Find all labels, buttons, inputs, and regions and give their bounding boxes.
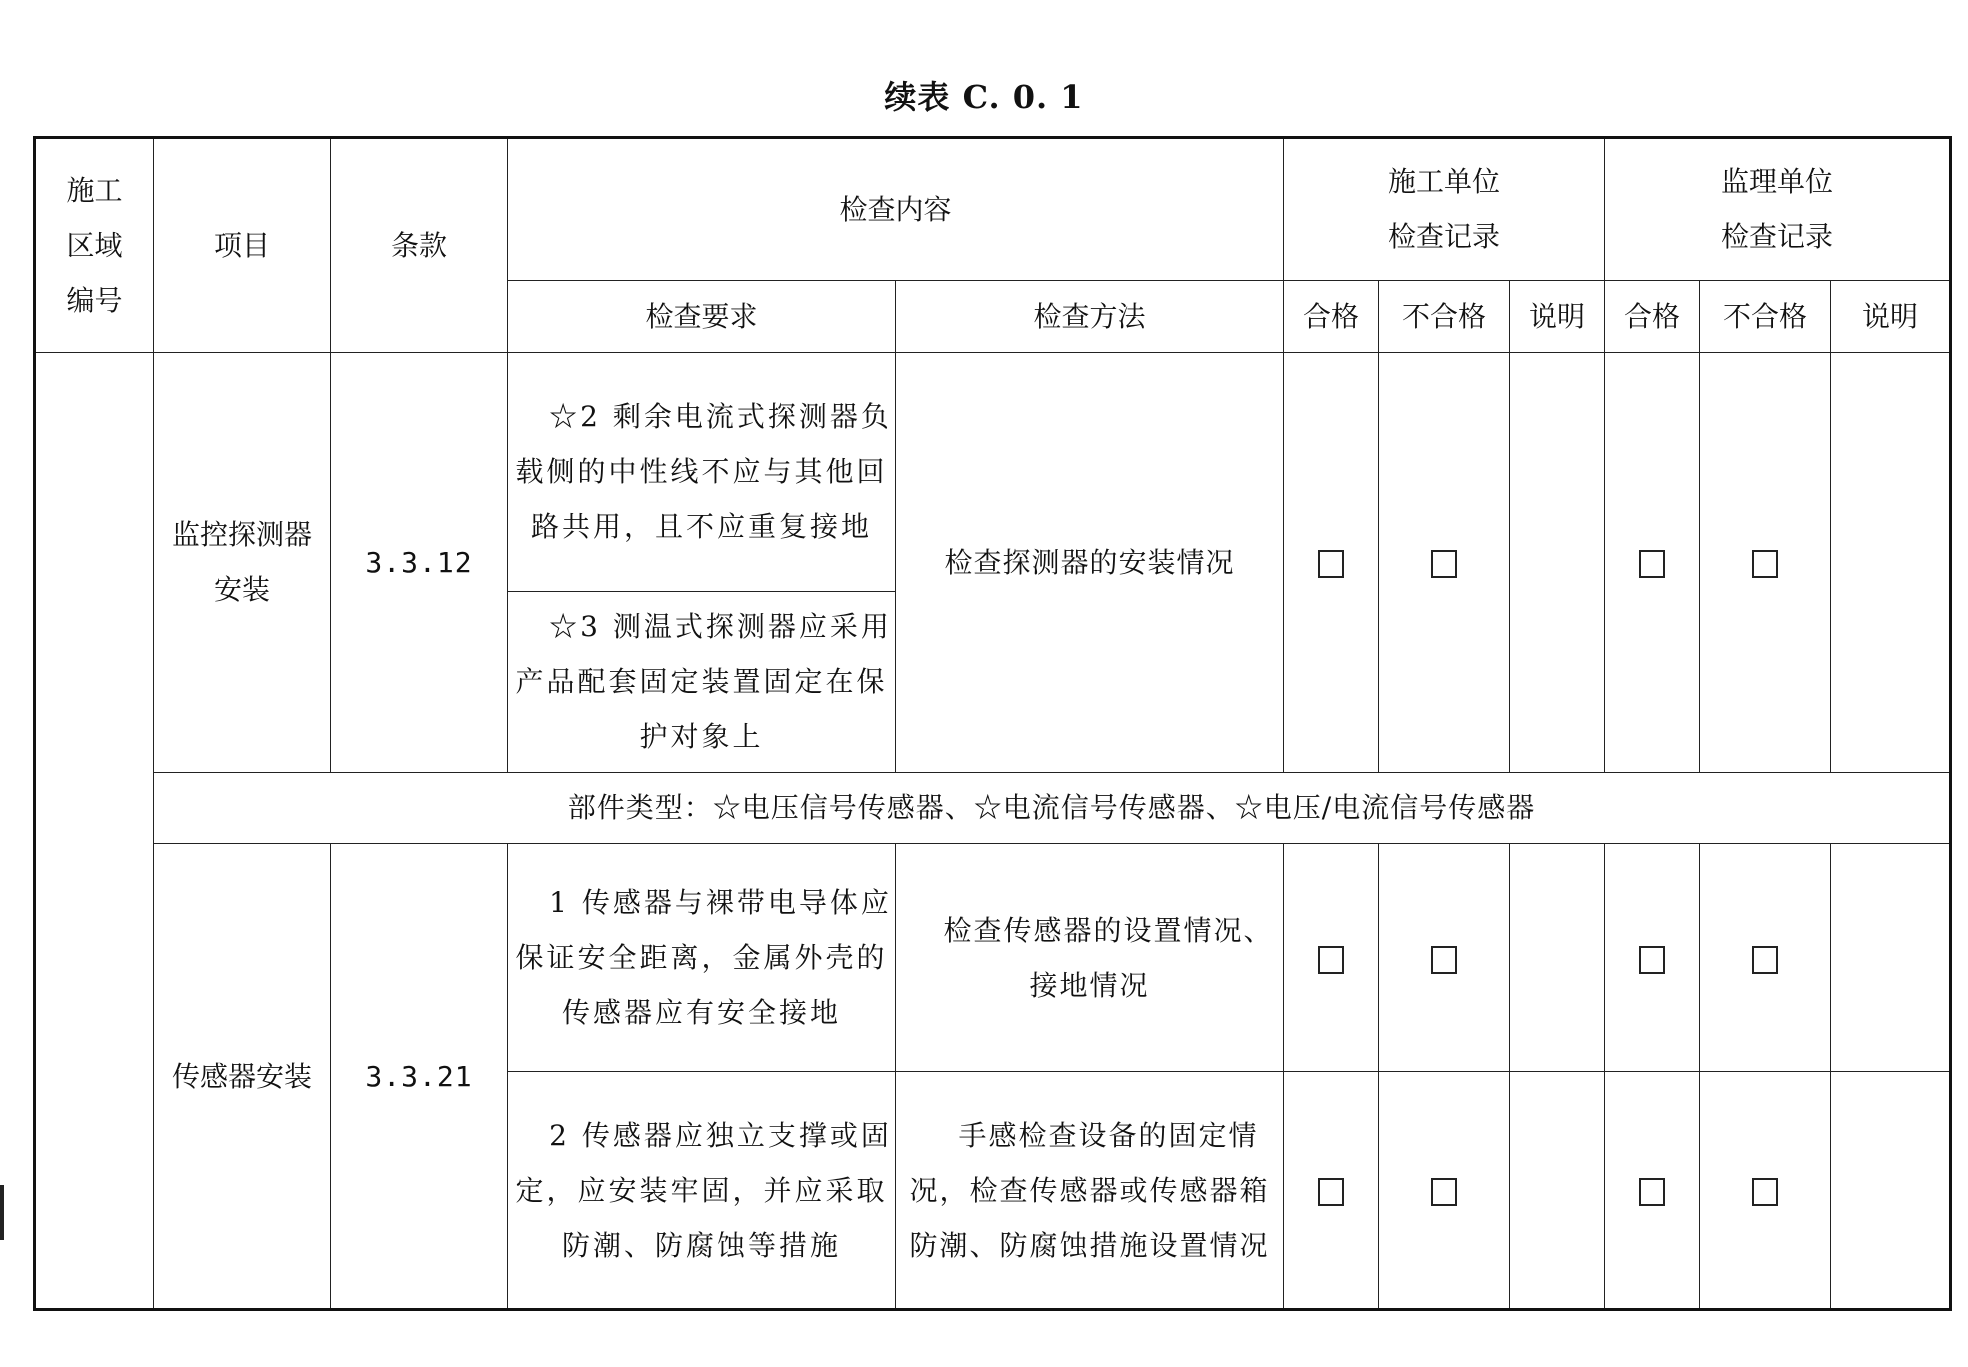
- header-supervisor-pass: 合格: [1605, 280, 1700, 352]
- header-content: 检查内容: [508, 138, 1284, 281]
- header-clause: 条款: [331, 138, 508, 353]
- contractor-note-cell[interactable]: [1510, 844, 1605, 1072]
- contractor-note-cell[interactable]: [1510, 352, 1605, 772]
- header-contractor-note: 说明: [1510, 280, 1605, 352]
- header-contractor-pass: 合格: [1284, 280, 1379, 352]
- pass-checkbox[interactable]: [1318, 1178, 1344, 1206]
- supervisor-note-cell[interactable]: [1831, 844, 1951, 1072]
- header-item: 项目: [154, 138, 331, 353]
- supervisor-fail-cell: [1700, 1072, 1831, 1310]
- supervisor-note-cell[interactable]: [1831, 352, 1951, 772]
- contractor-fail-cell: [1379, 1072, 1510, 1310]
- fail-checkbox[interactable]: [1752, 1178, 1778, 1206]
- supervisor-pass-cell: [1605, 844, 1700, 1072]
- fail-checkbox[interactable]: [1431, 550, 1457, 578]
- requirement-cell: ☆3 测温式探测器应采用产品配套固定装置固定在保护对象上: [508, 592, 896, 772]
- supervisor-fail-cell: [1700, 352, 1831, 772]
- contractor-pass-cell: [1284, 844, 1379, 1072]
- area-cell: [35, 352, 154, 1309]
- pass-checkbox[interactable]: [1639, 946, 1665, 974]
- supervisor-pass-cell: [1605, 1072, 1700, 1310]
- header-contractor-fail: 不合格: [1379, 280, 1510, 352]
- requirement-cell: ☆2 剩余电流式探测器负载侧的中性线不应与其他回路共用，且不应重复接地: [508, 352, 896, 592]
- contractor-fail-cell: [1379, 352, 1510, 772]
- fail-checkbox[interactable]: [1752, 550, 1778, 578]
- fail-checkbox[interactable]: [1431, 946, 1457, 974]
- header-requirement: 检查要求: [508, 280, 896, 352]
- header-area: 施工 区域 编号: [35, 138, 154, 353]
- pass-checkbox[interactable]: [1318, 550, 1344, 578]
- method-cell: 手感检查设备的固定情况，检查传感器或传感器箱防潮、防腐蚀措施设置情况: [896, 1072, 1284, 1310]
- header-supervisor: 监理单位 检查记录: [1605, 138, 1951, 281]
- inspection-table: [33, 136, 1952, 1311]
- method-cell-detector: 检查探测器的安装情况: [896, 352, 1284, 772]
- pass-checkbox[interactable]: [1639, 1178, 1665, 1206]
- supervisor-pass-cell: [1605, 352, 1700, 772]
- pass-checkbox[interactable]: [1318, 946, 1344, 974]
- requirement-cell: 1 传感器与裸带电导体应保证安全距离，金属外壳的传感器应有安全接地: [508, 844, 896, 1072]
- supervisor-note-cell[interactable]: [1831, 1072, 1951, 1310]
- header-supervisor-fail: 不合格: [1700, 280, 1831, 352]
- item-cell-sensor: 传感器安装: [154, 844, 331, 1310]
- contractor-pass-cell: [1284, 1072, 1379, 1310]
- page-title: 续表 C. 0. 1: [884, 78, 1084, 116]
- item-cell-detector: 监控探测器 安装: [154, 352, 331, 772]
- contractor-fail-cell: [1379, 844, 1510, 1072]
- fail-checkbox[interactable]: [1431, 1178, 1457, 1206]
- supervisor-fail-cell: [1700, 844, 1831, 1072]
- clause-cell-detector: 3.3.12: [331, 352, 508, 772]
- pass-checkbox[interactable]: [1639, 550, 1665, 578]
- header-method: 检查方法: [896, 280, 1284, 352]
- header-contractor: 施工单位 检查记录: [1284, 138, 1605, 281]
- contractor-note-cell[interactable]: [1510, 1072, 1605, 1310]
- clause-cell-sensor: 3.3.21: [331, 844, 508, 1310]
- contractor-pass-cell: [1284, 352, 1379, 772]
- requirement-cell: 2 传感器应独立支撑或固定，应安装牢固，并应采取防潮、防腐蚀等措施: [508, 1072, 896, 1310]
- component-type-band: 部件类型：☆电压信号传感器、☆电流信号传感器、☆电压/电流信号传感器: [154, 772, 1951, 844]
- margin-mark: [0, 1185, 9, 1240]
- fail-checkbox[interactable]: [1752, 946, 1778, 974]
- method-cell: 检查传感器的设置情况、接地情况: [896, 844, 1284, 1072]
- header-supervisor-note: 说明: [1831, 280, 1951, 352]
